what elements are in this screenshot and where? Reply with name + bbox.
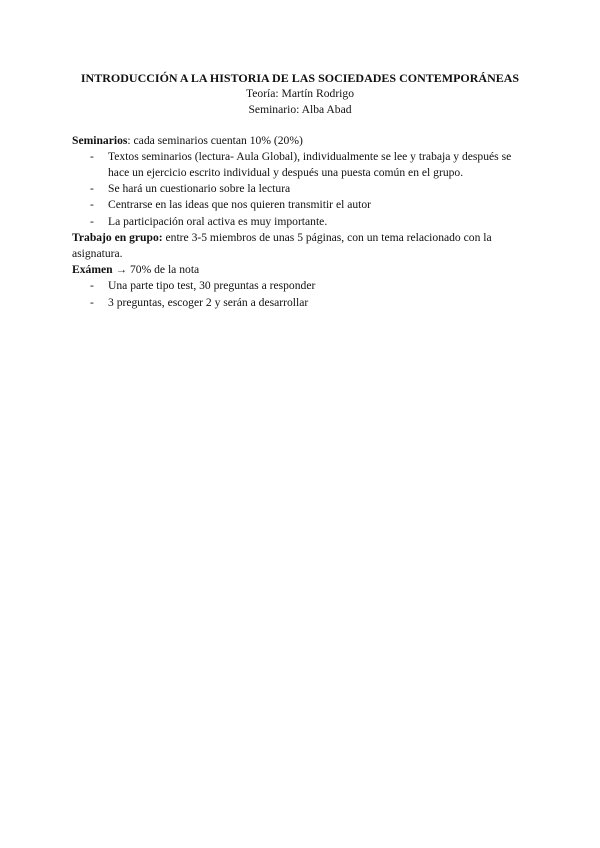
seminarios-list bbox=[72, 149, 528, 230]
seminarios-heading bbox=[72, 133, 528, 149]
examen-text: → 70% de la nota bbox=[112, 263, 200, 277]
examen-heading bbox=[72, 262, 528, 278]
theory-line: Teoría: Martín Rodrigo bbox=[245, 87, 355, 101]
list-item: - Textos seminarios (lectura- Aula Global), individualmente se lee y trabaja y después se hace un ejercicio escrito individual y después una puesta común en el grupo. bbox=[72, 149, 528, 181]
trabajo-label: Trabajo en grupo: bbox=[72, 230, 163, 244]
list-item: - Una parte tipo test, 30 preguntas a responder bbox=[72, 278, 528, 294]
seminarios-label: Seminarios bbox=[72, 133, 128, 147]
examen-list bbox=[72, 278, 528, 310]
spacer bbox=[72, 119, 528, 133]
trabajo-text: entre 3-5 miembros de unas 5 páginas, con un tema relacionado con la asignatura. bbox=[72, 230, 492, 261]
trabajo-paragraph bbox=[72, 230, 528, 262]
list-item: - Se hará un cuestionario sobre la lectura bbox=[72, 181, 528, 197]
document-title: INTRODUCCIÓN A LA HISTORIA DE LAS SOCIEDADES CONTEMPORÁNEAS bbox=[80, 71, 520, 85]
examen-label: Exámen bbox=[72, 263, 113, 277]
list-item: - Centrarse en las ideas que nos quieren transmitir el autor bbox=[72, 197, 528, 213]
document-content bbox=[72, 70, 528, 311]
seminar-line: Seminario: Alba Abad bbox=[248, 103, 352, 117]
list-item: - 3 preguntas, escoger 2 y serán a desarrollar bbox=[72, 295, 528, 311]
seminarios-text: : cada seminarios cuentan 10% (20%) bbox=[127, 133, 303, 147]
list-item: - La participación oral activa es muy importante. bbox=[72, 214, 528, 230]
